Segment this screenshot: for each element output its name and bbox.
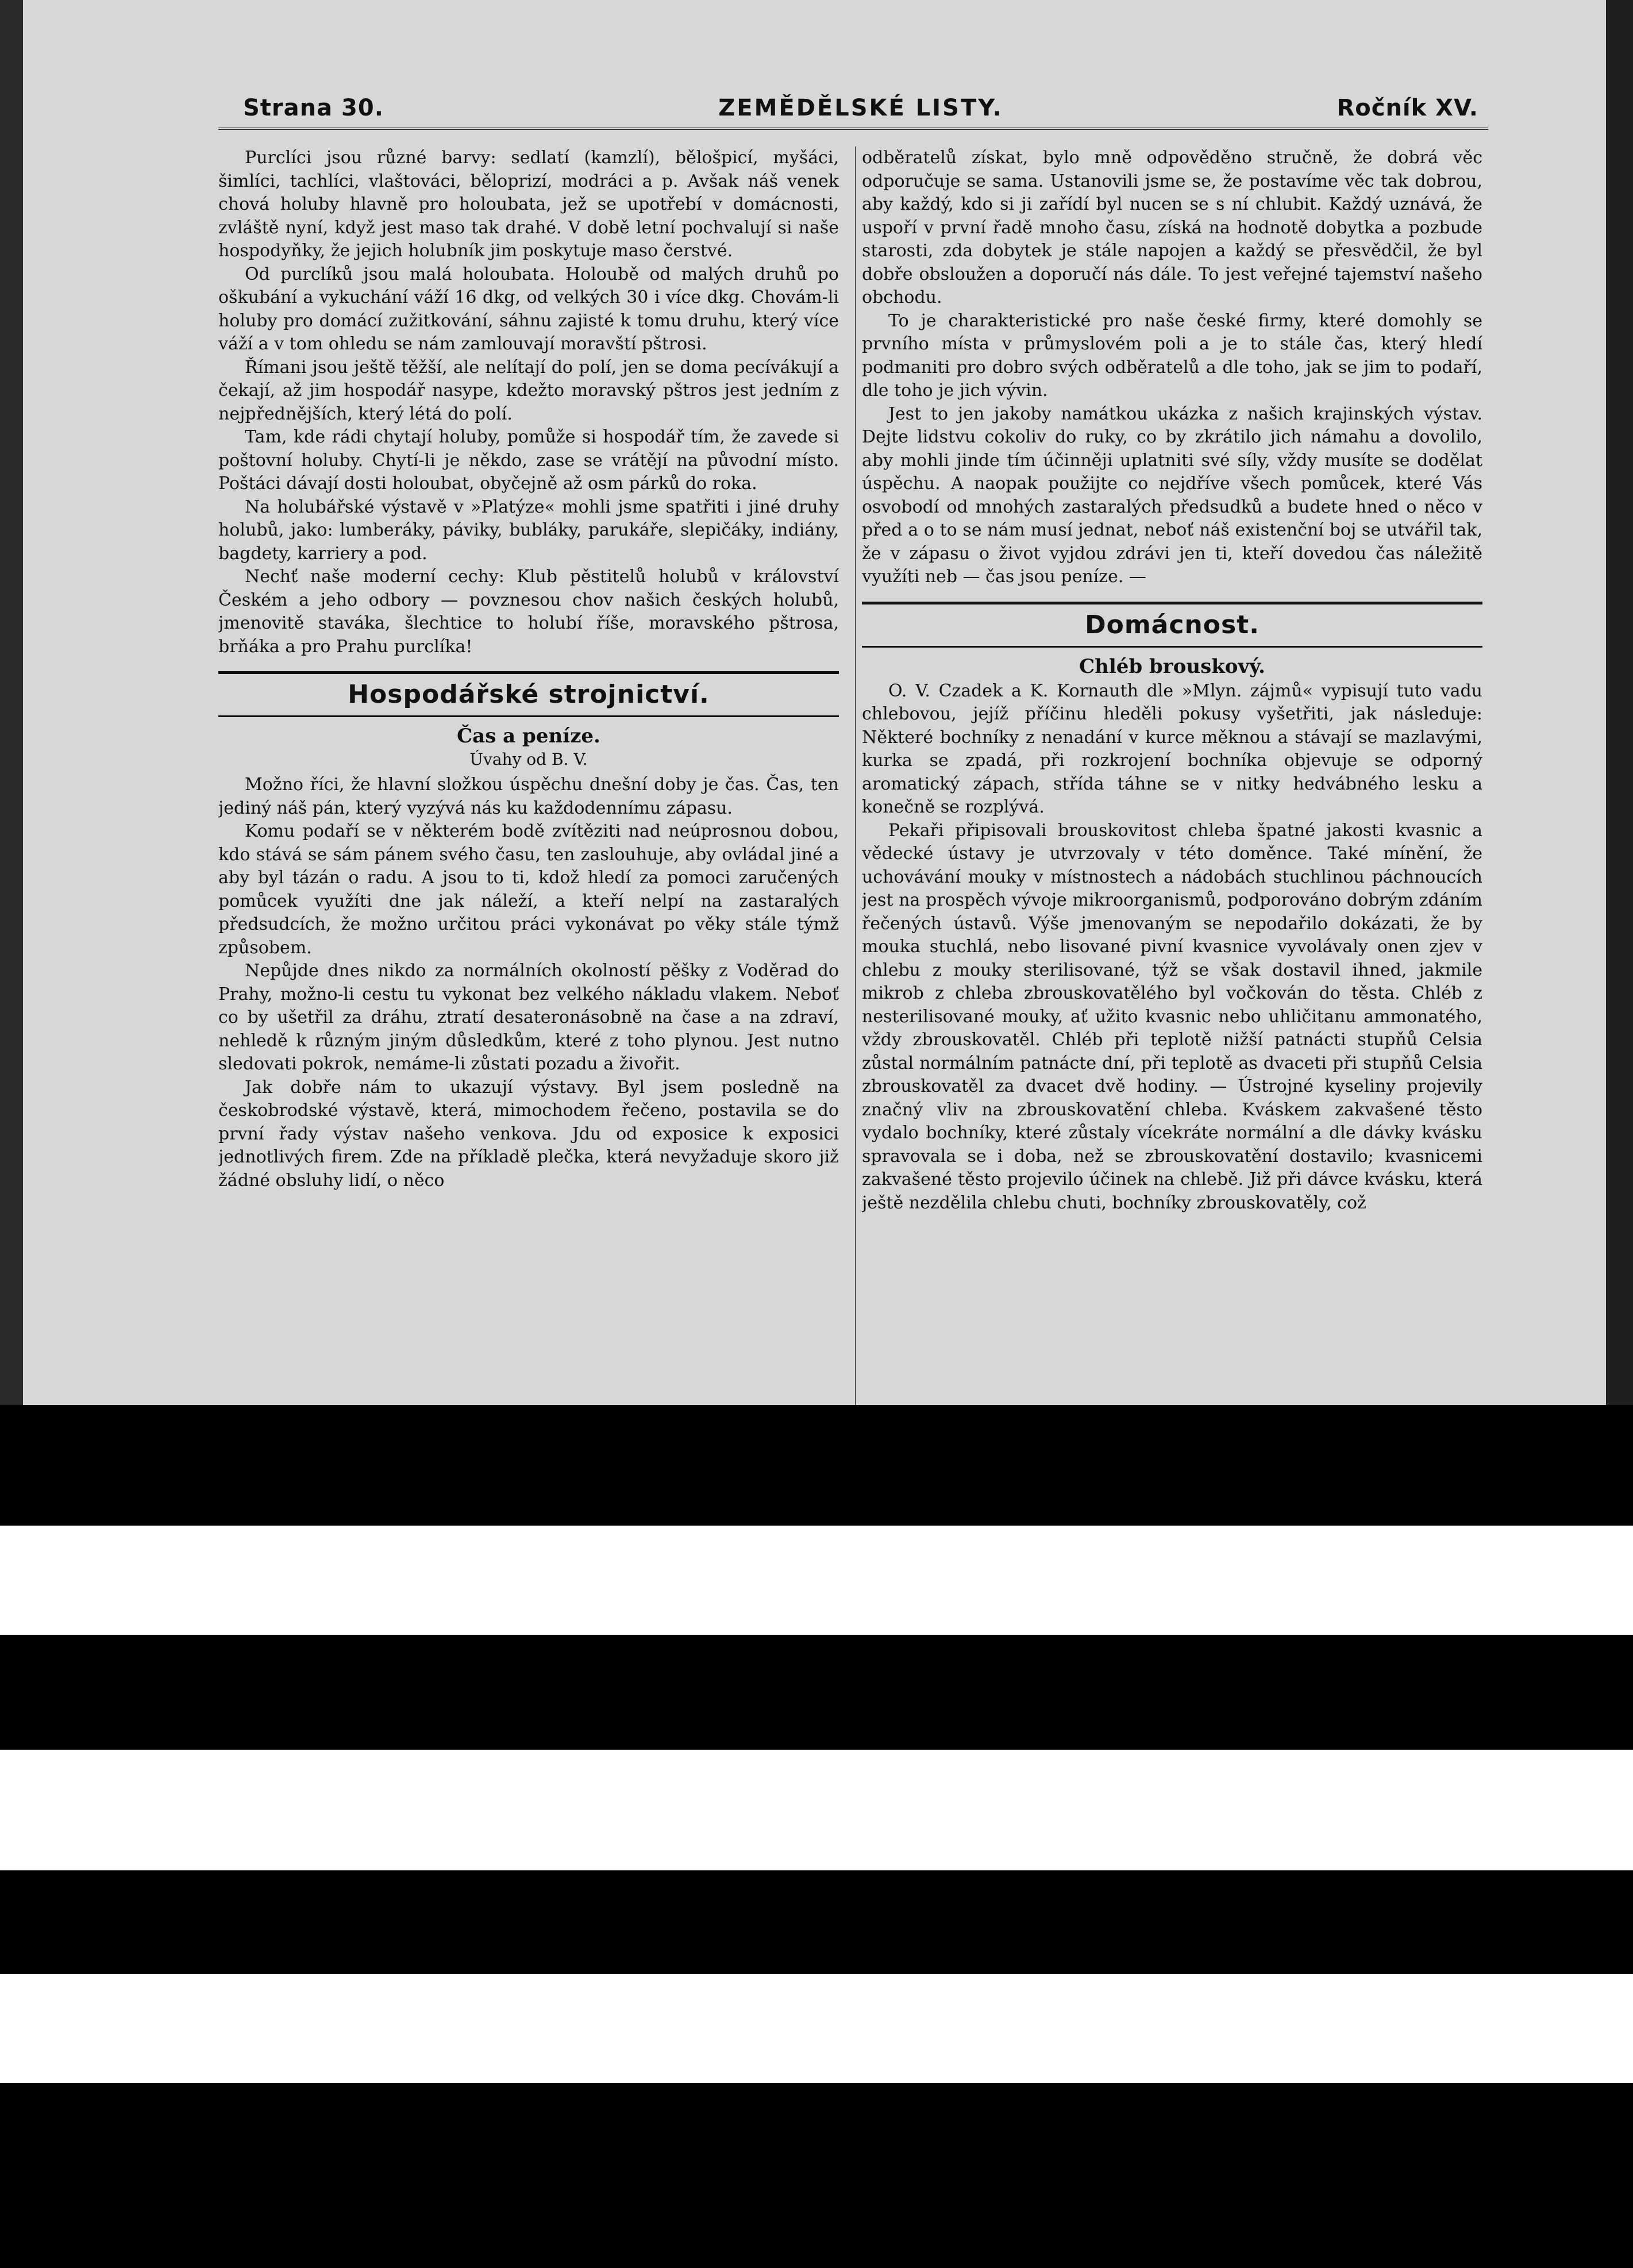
article-title: Čas a peníze.: [457, 725, 600, 748]
paragraph: Purclíci jsou různé barvy: sedlatí (kamzlí), bělošpicí, myšáci, šimlíci, tachlíci, vlaštováci, běloprizí, modráci a p. Avšak náš venek chová holuby hlavně pro holoubata, jež se upotřebí v domácnosti, zvláště nyní, když jest maso tak drahé. V době letní pochvalují si naše hospodyňky, že jejich holubník jim poskytuje maso čerstvé.: [218, 148, 839, 261]
article-byline: Úvahy od B. V.: [469, 750, 588, 769]
scan-left-edge: [0, 0, 23, 1405]
paragraph: Tam, kde rádi chytají holuby, pomůže si hospodář tím, že zavede si poštovní holuby. Chytí-li je někdo, zase se vrátějí na původní místo. Poštáci dávají dosti holoubat, obyčejně až osm párků do roka.: [218, 427, 839, 494]
paragraph: Římani jsou ještě těžší, ale nelítají do polí, jen se doma pecívákují a čekají, až jim hospodář nasype, kdežto moravský pštros jest jedním z nejpřednějších, který létá do polí.: [218, 357, 839, 424]
paragraph: O. V. Czadek a K. Kornauth dle »Mlyn. zájmů« vypisují tuto vadu chlebovou, jejíž příčinu hleděli pokusy vyšetřiti, jak následuje: Některé bochníky z nenadání v kurce měknou a stávají se mazlavými, kurka se zpadá, při rozkrojení bochníka objevuje se odporný aromatický zápach, střída táhne se v nitky hedvábného lesku a konečně se rozplývá.: [862, 680, 1482, 817]
scan-right-edge: [1606, 0, 1633, 1405]
page-number: Strana 30.: [243, 95, 384, 121]
article-title: Chléb brouskový.: [1079, 654, 1265, 678]
black-band: [0, 1405, 1633, 1526]
paragraph: Na holubářské výstavě v »Platýze« mohli jsme spatřiti i jiné druhy holubů, jako: lumberáky, páviky, bubláky, parukáře, slepičáky, indiány, bagdety, karriery a pod.: [218, 496, 839, 564]
paragraph: Možno říci, že hlavní složkou úspěchu dnešní doby je čas. Čas, ten jediný náš pán, který vyzývá nás ku každodennímu zápasu.: [218, 775, 839, 818]
section-heading: Hospodářské strojnictví.: [218, 671, 839, 717]
paragraph: odběratelů získat, bylo mně odpověděno stručně, že dobrá věc odporučuje se sama. Ustanovili jsme se, že postavíme věc tak dobrou, aby každý, kdo si ji zařídí byl nucen se s ní chlubit. Každý uznává, že uspoří v první řadě mnoho času, získá na hodnotě dobytka a pozbude starosti, zda dobytek je stále napojen a každý se přesvědčil, že byl dobře obsloužen a doporučí nás dále. To jest veřejné tajemství našeho obchodu.: [862, 148, 1482, 307]
section-heading: Domácnost.: [862, 602, 1482, 648]
paragraph: Komu podaří se v některém bodě zvítěziti nad neúprosnou dobou, kdo stává se sám pánem svého času, ten zaslouhuje, aby ovládal jiné a aby byl tázán o radu. A jsou to ti, kdož hledí za pomoci zaručených pomůcek využíti dne jak náleží, a kteří nelpí na zastaralých předsudcích, že možno určitou práci vykonávat po věky stále týmž způsobem.: [218, 821, 839, 958]
black-band: [0, 2083, 1633, 2268]
paragraph: Nechť naše moderní cechy: Klub pěstitelů holubů v království Českém a jeho odbory — povznesou chov našich českých holubů, jmenovitě staváka, šlechtice to holubí říše, moravského pštrosa, brňáka a pro Prahu purclíka!: [218, 567, 839, 657]
paragraph: To je charakteristické pro naše české firmy, které domohly se prvního místa v průmyslovém poli a je to stále čas, který hledí podmaniti pro dobro svých odběratelů a dle toho, jak se jim to podaří, dle toho je jich vývin.: [862, 310, 1482, 401]
paragraph: Nepůjde dnes nikdo za normálních okolností pěšky z Voděrad do Prahy, možno-li cestu tu vykonat bez velkého nákladu vlakem. Neboť co by ušetřil za dráhu, ztratí desateronásobně na čase a na zdraví, nehledě k různým jiným důsledkům, které z toho plynou. Jest nutno sledovati pokrok, nemáme-li zůstati pozadu a živořit.: [218, 961, 839, 1074]
black-band: [0, 1635, 1633, 1750]
header-rule: [218, 128, 1488, 130]
paragraph: Pekaři připisovali brouskovitost chleba špatné jakosti kvasnic a vědecké ústavy je utvrzovaly v této doměnce. Také mínění, že uchovávání mouky v místnostech a nádobách stuchlinou páchnoucích jest na prospěch vývoje mikroorganismů, podporováno dobrým zdáním řečených ústavů. Výše jmenovaným se nepodařilo dokázati, že by mouka stuchlá, nebo lisované pivní kvasnice vyvolávaly onen zjev v chlebu z mouky sterilisované, týž se však dostavil ihned, jakmile mikrob z chleba zbrouskovatělého byl vočkován do těsta. Chléb z nesterilisované mouky, ať užito kvasnic nebo uhličitanu ammonatého, vždy zbrouskovatěl. Chléb při teplotě nižší patnácti stupňů Celsia zůstal normálním patnácte dní, při teplotě as dvaceti při stupňů Celsia zbrouskovatěl za dvacet dvě hodiny. — Ústrojné kyseliny projevily značný vliv na zbrouskovatění chleba. Kváskem zakvašené těsto vydalo bochníky, které zůstaly vícekráte normální a dle dávky kvásku spravovala se i doba, než se zbrouskovatění dostavilo; kvasnicemi zakvašené těsto projevilo účinek na chlebě. Již při dávce kvásku, která ještě nezdělila chlebu chuti, bochníky zbrouskovatěly, což: [862, 820, 1482, 1213]
left-column: [218, 147, 839, 1405]
volume-label: Ročník XV.: [1337, 95, 1478, 121]
right-column: [862, 147, 1482, 1405]
paragraph: Od purclíků jsou malá holoubata. Holoubě od malých druhů po oškubání a vykuchání váží 16 dkg, od velkých 30 i více dkg. Chovám-li holuby pro domácí zužitkování, sáhnu zajisté k tomu druhu, který více váží a v tom ohledu se nám zamlouvají moravští pštrosi.: [218, 264, 839, 354]
paragraph: Jest to jen jakoby namátkou ukázka z našich krajinských výstav. Dejte lidstvu cokoliv do ruky, co by zkrátilo jich námahu a dovolilo, aby mohli jinde tím účinněji uplatniti své síly, vždy musíte se dodělat úspěchu. A naopak použijte co nejdříve všech pomůcek, které Vás osvobodí od mnohých zastaralých předsudků a budete hned o něco v před a o to se nám musí jednat, neboť náš existenční boj se utvářil tak, že v zápasu o život vyjdou zdrávi jen ti, kteří dovedou čas náležitě využíti neb — čas jsou peníze. —: [862, 403, 1482, 587]
publication-title: ZEMĚDĚLSKÉ LISTY.: [718, 95, 1003, 121]
black-band: [0, 1870, 1633, 1974]
paragraph: Jak dobře nám to ukazují výstavy. Byl jsem posledně na českobrodské výstavě, která, mimochodem řečeno, postavila se do první řady výstav našeho venkova. Jdu od exposice k exposici jednotlivých firem. Zde na příkladě plečka, která nevyžaduje skoro již žádné obsluhy lidí, o něco: [218, 1077, 839, 1191]
page-header: [243, 95, 1478, 129]
column-divider: [855, 147, 856, 1405]
